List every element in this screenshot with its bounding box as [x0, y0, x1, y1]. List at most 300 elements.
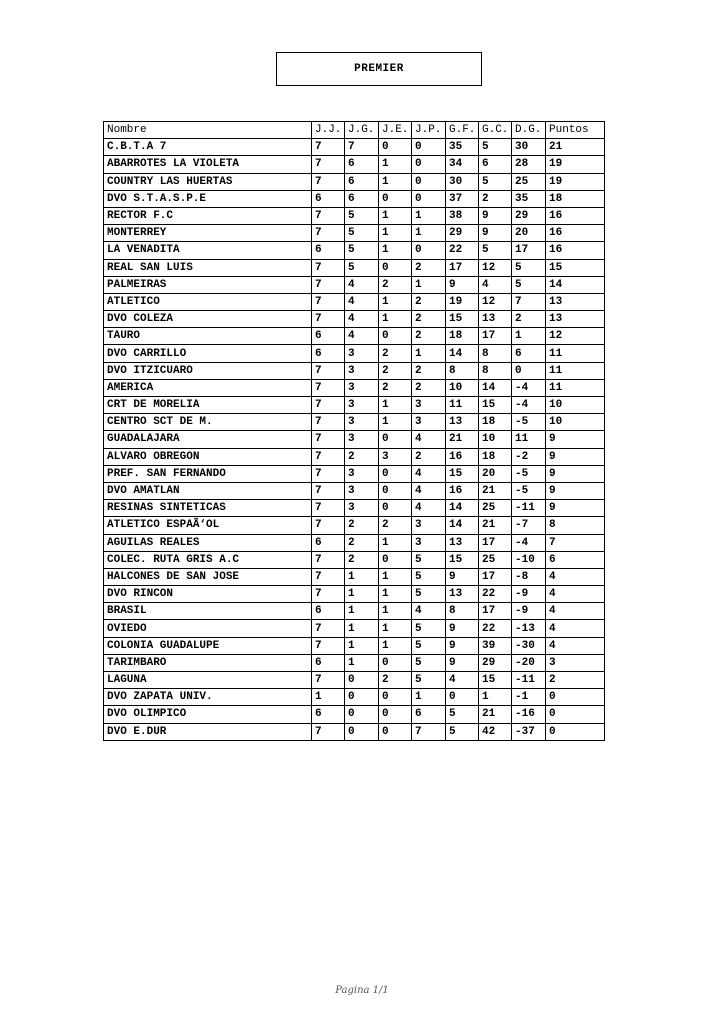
- cell-je: 1: [379, 311, 412, 328]
- cell-jj: 7: [312, 448, 345, 465]
- cell-team-name: AGUILAS REALES: [104, 534, 312, 551]
- cell-team-name: DVO RINCON: [104, 586, 312, 603]
- cell-jg: 3: [345, 362, 379, 379]
- table-row: [104, 293, 605, 310]
- cell-dg: 28: [512, 156, 546, 173]
- cell-jp: 5: [412, 620, 446, 637]
- cell-je: 0: [379, 465, 412, 482]
- cell-gc: 20: [479, 465, 512, 482]
- cell-jj: 7: [312, 397, 345, 414]
- cell-je: 1: [379, 568, 412, 585]
- cell-dg: 25: [512, 173, 546, 190]
- cell-jj: 7: [312, 551, 345, 568]
- cell-gf: 9: [446, 620, 479, 637]
- cell-jj: 7: [312, 276, 345, 293]
- cell-dg: -5: [512, 465, 546, 482]
- cell-dg: 0: [512, 362, 546, 379]
- cell-team-name: C.B.T.A 7: [104, 139, 312, 156]
- cell-team-name: BRASIL: [104, 603, 312, 620]
- cell-gf: 29: [446, 225, 479, 242]
- cell-jg: 1: [345, 637, 379, 654]
- cell-jg: 6: [345, 173, 379, 190]
- cell-gc: 1: [479, 689, 512, 706]
- cell-team-name: LAGUNA: [104, 672, 312, 689]
- cell-jg: 1: [345, 620, 379, 637]
- cell-puntos: 10: [546, 414, 605, 431]
- cell-dg: -13: [512, 620, 546, 637]
- cell-jg: 4: [345, 311, 379, 328]
- cell-gf: 15: [446, 465, 479, 482]
- table-row: [104, 654, 605, 671]
- cell-jg: 3: [345, 345, 379, 362]
- cell-je: 2: [379, 362, 412, 379]
- cell-jp: 2: [412, 311, 446, 328]
- cell-jg: 6: [345, 156, 379, 173]
- cell-puntos: 9: [546, 431, 605, 448]
- cell-je: 0: [379, 328, 412, 345]
- table-row: [104, 672, 605, 689]
- table-row: [104, 448, 605, 465]
- cell-team-name: TAURO: [104, 328, 312, 345]
- cell-dg: 5: [512, 259, 546, 276]
- cell-team-name: PALMEIRAS: [104, 276, 312, 293]
- cell-jg: 3: [345, 431, 379, 448]
- cell-puntos: 19: [546, 173, 605, 190]
- table-row: [104, 603, 605, 620]
- cell-jg: 7: [345, 139, 379, 156]
- cell-gf: 11: [446, 397, 479, 414]
- cell-jj: 7: [312, 672, 345, 689]
- cell-je: 1: [379, 603, 412, 620]
- standings-body: [104, 139, 605, 741]
- table-row: [104, 242, 605, 259]
- cell-gf: 21: [446, 431, 479, 448]
- cell-team-name: DVO CARRILLO: [104, 345, 312, 362]
- header-gf: G.F.: [446, 122, 479, 139]
- cell-jp: 5: [412, 568, 446, 585]
- cell-jg: 2: [345, 517, 379, 534]
- cell-jp: 5: [412, 551, 446, 568]
- header-jj: J.J.: [312, 122, 345, 139]
- cell-je: 1: [379, 293, 412, 310]
- cell-je: 0: [379, 259, 412, 276]
- cell-jp: 2: [412, 448, 446, 465]
- table-row: [104, 551, 605, 568]
- cell-gc: 8: [479, 345, 512, 362]
- cell-team-name: REAL SAN LUIS: [104, 259, 312, 276]
- page-title: PREMIER: [276, 52, 482, 86]
- table-row: [104, 362, 605, 379]
- cell-jj: 7: [312, 482, 345, 499]
- header-jp: J.P.: [412, 122, 446, 139]
- cell-gc: 22: [479, 586, 512, 603]
- cell-jp: 0: [412, 190, 446, 207]
- cell-team-name: AMERICA: [104, 379, 312, 396]
- cell-gc: 15: [479, 672, 512, 689]
- header-je: J.E.: [379, 122, 412, 139]
- cell-dg: -16: [512, 706, 546, 723]
- cell-jg: 2: [345, 551, 379, 568]
- cell-gc: 5: [479, 139, 512, 156]
- cell-puntos: 8: [546, 517, 605, 534]
- cell-jj: 6: [312, 534, 345, 551]
- table-row: [104, 345, 605, 362]
- cell-team-name: CENTRO SCT DE M.: [104, 414, 312, 431]
- cell-puntos: 4: [546, 637, 605, 654]
- cell-gf: 9: [446, 654, 479, 671]
- header-dg: D.G.: [512, 122, 546, 139]
- table-row: [104, 620, 605, 637]
- cell-puntos: 7: [546, 534, 605, 551]
- table-row: [104, 568, 605, 585]
- cell-je: 0: [379, 500, 412, 517]
- cell-team-name: ABARROTES LA VIOLETA: [104, 156, 312, 173]
- cell-puntos: 4: [546, 568, 605, 585]
- cell-je: 1: [379, 225, 412, 242]
- cell-gf: 5: [446, 723, 479, 740]
- table-row: [104, 706, 605, 723]
- cell-je: 3: [379, 448, 412, 465]
- cell-gf: 9: [446, 276, 479, 293]
- cell-gc: 12: [479, 259, 512, 276]
- header-jg: J.G.: [345, 122, 379, 139]
- cell-jg: 3: [345, 414, 379, 431]
- cell-jp: 6: [412, 706, 446, 723]
- cell-dg: 29: [512, 207, 546, 224]
- cell-je: 1: [379, 156, 412, 173]
- cell-team-name: DVO E.DUR: [104, 723, 312, 740]
- cell-jj: 7: [312, 207, 345, 224]
- cell-jp: 5: [412, 586, 446, 603]
- cell-puntos: 19: [546, 156, 605, 173]
- cell-gc: 8: [479, 362, 512, 379]
- cell-je: 1: [379, 414, 412, 431]
- cell-team-name: DVO ITZICUARO: [104, 362, 312, 379]
- table-row: [104, 586, 605, 603]
- cell-gc: 42: [479, 723, 512, 740]
- cell-team-name: DVO ZAPATA UNIV.: [104, 689, 312, 706]
- cell-dg: -4: [512, 397, 546, 414]
- cell-jg: 3: [345, 465, 379, 482]
- cell-jg: 4: [345, 293, 379, 310]
- cell-team-name: DVO OLIMPICO: [104, 706, 312, 723]
- cell-team-name: MONTERREY: [104, 225, 312, 242]
- cell-jp: 7: [412, 723, 446, 740]
- cell-je: 0: [379, 482, 412, 499]
- cell-je: 1: [379, 620, 412, 637]
- cell-puntos: 13: [546, 311, 605, 328]
- cell-jg: 4: [345, 276, 379, 293]
- cell-gf: 22: [446, 242, 479, 259]
- cell-gc: 6: [479, 156, 512, 173]
- cell-gc: 21: [479, 482, 512, 499]
- table-header-row: [104, 122, 605, 139]
- header-nombre: Nombre: [104, 122, 312, 139]
- cell-jp: 5: [412, 637, 446, 654]
- cell-jg: 5: [345, 242, 379, 259]
- page-footer: Pagina 1/1: [335, 985, 389, 996]
- cell-gc: 25: [479, 500, 512, 517]
- cell-jj: 7: [312, 139, 345, 156]
- cell-dg: 35: [512, 190, 546, 207]
- cell-puntos: 21: [546, 139, 605, 156]
- cell-gc: 25: [479, 551, 512, 568]
- cell-jp: 5: [412, 672, 446, 689]
- cell-puntos: 11: [546, 379, 605, 396]
- table-row: [104, 173, 605, 190]
- cell-puntos: 11: [546, 345, 605, 362]
- cell-je: 2: [379, 345, 412, 362]
- cell-jp: 3: [412, 534, 446, 551]
- table-row: [104, 637, 605, 654]
- cell-jp: 0: [412, 156, 446, 173]
- cell-jj: 6: [312, 190, 345, 207]
- cell-dg: -5: [512, 414, 546, 431]
- cell-jj: 7: [312, 225, 345, 242]
- cell-team-name: RESINAS SINTETICAS: [104, 500, 312, 517]
- cell-dg: -20: [512, 654, 546, 671]
- cell-jj: 7: [312, 517, 345, 534]
- cell-jj: 7: [312, 465, 345, 482]
- cell-gf: 4: [446, 672, 479, 689]
- cell-jp: 2: [412, 293, 446, 310]
- cell-team-name: OVIEDO: [104, 620, 312, 637]
- cell-je: 1: [379, 397, 412, 414]
- cell-gf: 17: [446, 259, 479, 276]
- table-row: [104, 482, 605, 499]
- cell-jg: 6: [345, 190, 379, 207]
- cell-dg: -11: [512, 672, 546, 689]
- cell-dg: 30: [512, 139, 546, 156]
- cell-jj: 7: [312, 500, 345, 517]
- cell-puntos: 12: [546, 328, 605, 345]
- cell-je: 2: [379, 276, 412, 293]
- cell-jj: 7: [312, 156, 345, 173]
- cell-jg: 2: [345, 534, 379, 551]
- table-row: [104, 379, 605, 396]
- cell-jg: 5: [345, 207, 379, 224]
- cell-team-name: LA VENADITA: [104, 242, 312, 259]
- cell-dg: -4: [512, 379, 546, 396]
- cell-gf: 8: [446, 362, 479, 379]
- cell-dg: -11: [512, 500, 546, 517]
- cell-jp: 2: [412, 379, 446, 396]
- cell-jj: 6: [312, 603, 345, 620]
- cell-jp: 1: [412, 207, 446, 224]
- cell-puntos: 9: [546, 448, 605, 465]
- cell-jp: 4: [412, 482, 446, 499]
- cell-puntos: 10: [546, 397, 605, 414]
- table-row: [104, 465, 605, 482]
- cell-je: 0: [379, 723, 412, 740]
- cell-gf: 13: [446, 534, 479, 551]
- cell-team-name: TARIMBARO: [104, 654, 312, 671]
- cell-puntos: 9: [546, 465, 605, 482]
- cell-jp: 4: [412, 500, 446, 517]
- cell-gc: 12: [479, 293, 512, 310]
- cell-jj: 7: [312, 173, 345, 190]
- cell-puntos: 15: [546, 259, 605, 276]
- table-row: [104, 500, 605, 517]
- table-row: [104, 414, 605, 431]
- cell-dg: -9: [512, 603, 546, 620]
- cell-jp: 2: [412, 259, 446, 276]
- cell-gc: 29: [479, 654, 512, 671]
- cell-gf: 35: [446, 139, 479, 156]
- cell-jj: 7: [312, 431, 345, 448]
- cell-jg: 0: [345, 723, 379, 740]
- cell-gf: 8: [446, 603, 479, 620]
- cell-gc: 4: [479, 276, 512, 293]
- cell-dg: 20: [512, 225, 546, 242]
- cell-jg: 0: [345, 672, 379, 689]
- cell-gf: 15: [446, 311, 479, 328]
- cell-gf: 38: [446, 207, 479, 224]
- cell-jp: 3: [412, 414, 446, 431]
- cell-dg: 17: [512, 242, 546, 259]
- cell-jj: 7: [312, 259, 345, 276]
- cell-jp: 4: [412, 431, 446, 448]
- cell-jp: 3: [412, 397, 446, 414]
- cell-jp: 1: [412, 689, 446, 706]
- cell-jp: 2: [412, 362, 446, 379]
- cell-jp: 1: [412, 345, 446, 362]
- cell-gf: 10: [446, 379, 479, 396]
- cell-puntos: 18: [546, 190, 605, 207]
- cell-gf: 15: [446, 551, 479, 568]
- cell-je: 1: [379, 534, 412, 551]
- cell-gc: 39: [479, 637, 512, 654]
- table-row: [104, 139, 605, 156]
- cell-dg: 2: [512, 311, 546, 328]
- cell-team-name: COLONIA GUADALUPE: [104, 637, 312, 654]
- cell-gc: 13: [479, 311, 512, 328]
- cell-jp: 4: [412, 465, 446, 482]
- header-puntos: Puntos: [546, 122, 605, 139]
- cell-jj: 7: [312, 362, 345, 379]
- cell-team-name: CRT DE MORELIA: [104, 397, 312, 414]
- cell-puntos: 11: [546, 362, 605, 379]
- cell-gc: 5: [479, 242, 512, 259]
- cell-jg: 5: [345, 259, 379, 276]
- cell-je: 2: [379, 379, 412, 396]
- cell-dg: -2: [512, 448, 546, 465]
- cell-team-name: DVO COLEZA: [104, 311, 312, 328]
- cell-je: 1: [379, 586, 412, 603]
- cell-jg: 0: [345, 689, 379, 706]
- cell-team-name: DVO AMATLAN: [104, 482, 312, 499]
- cell-jg: 3: [345, 379, 379, 396]
- cell-team-name: ATLETICO ESPAÃ‘OL: [104, 517, 312, 534]
- cell-gf: 16: [446, 448, 479, 465]
- cell-dg: -7: [512, 517, 546, 534]
- cell-dg: 5: [512, 276, 546, 293]
- cell-gf: 5: [446, 706, 479, 723]
- cell-je: 0: [379, 689, 412, 706]
- cell-jg: 1: [345, 586, 379, 603]
- cell-gf: 13: [446, 414, 479, 431]
- cell-jg: 1: [345, 654, 379, 671]
- cell-jg: 5: [345, 225, 379, 242]
- cell-jg: 0: [345, 706, 379, 723]
- cell-jj: 7: [312, 723, 345, 740]
- table-row: [104, 534, 605, 551]
- cell-je: 0: [379, 654, 412, 671]
- cell-gf: 13: [446, 586, 479, 603]
- table-row: [104, 689, 605, 706]
- cell-jg: 4: [345, 328, 379, 345]
- cell-jp: 1: [412, 225, 446, 242]
- cell-je: 0: [379, 551, 412, 568]
- cell-gc: 10: [479, 431, 512, 448]
- cell-jg: 3: [345, 500, 379, 517]
- cell-puntos: 3: [546, 654, 605, 671]
- cell-jj: 7: [312, 568, 345, 585]
- cell-team-name: ATLETICO: [104, 293, 312, 310]
- cell-je: 1: [379, 207, 412, 224]
- header-gc: G.C.: [479, 122, 512, 139]
- cell-jj: 6: [312, 654, 345, 671]
- cell-jp: 0: [412, 139, 446, 156]
- cell-je: 0: [379, 139, 412, 156]
- cell-gf: 14: [446, 517, 479, 534]
- cell-puntos: 13: [546, 293, 605, 310]
- table-row: [104, 431, 605, 448]
- cell-puntos: 14: [546, 276, 605, 293]
- cell-jj: 7: [312, 293, 345, 310]
- cell-gc: 18: [479, 414, 512, 431]
- cell-puntos: 2: [546, 672, 605, 689]
- cell-jj: 7: [312, 311, 345, 328]
- cell-gc: 14: [479, 379, 512, 396]
- cell-jp: 4: [412, 603, 446, 620]
- cell-je: 1: [379, 173, 412, 190]
- table-row: [104, 397, 605, 414]
- cell-je: 0: [379, 706, 412, 723]
- cell-dg: -10: [512, 551, 546, 568]
- cell-gc: 21: [479, 517, 512, 534]
- cell-jp: 0: [412, 173, 446, 190]
- cell-dg: -1: [512, 689, 546, 706]
- cell-dg: -5: [512, 482, 546, 499]
- cell-gf: 0: [446, 689, 479, 706]
- cell-jj: 6: [312, 242, 345, 259]
- cell-gc: 22: [479, 620, 512, 637]
- cell-jg: 1: [345, 568, 379, 585]
- cell-jj: 6: [312, 345, 345, 362]
- cell-puntos: 16: [546, 207, 605, 224]
- table-row: [104, 311, 605, 328]
- standings-table: [103, 121, 605, 741]
- cell-jj: 7: [312, 586, 345, 603]
- cell-gf: 9: [446, 568, 479, 585]
- cell-jj: 7: [312, 379, 345, 396]
- cell-gc: 17: [479, 568, 512, 585]
- table-row: [104, 207, 605, 224]
- cell-gc: 9: [479, 207, 512, 224]
- cell-gf: 14: [446, 345, 479, 362]
- cell-jp: 1: [412, 276, 446, 293]
- cell-puntos: 4: [546, 620, 605, 637]
- cell-dg: -37: [512, 723, 546, 740]
- cell-gc: 18: [479, 448, 512, 465]
- cell-puntos: 16: [546, 242, 605, 259]
- table-row: [104, 225, 605, 242]
- cell-jj: 7: [312, 414, 345, 431]
- cell-gc: 17: [479, 328, 512, 345]
- cell-dg: 1: [512, 328, 546, 345]
- cell-puntos: 9: [546, 482, 605, 499]
